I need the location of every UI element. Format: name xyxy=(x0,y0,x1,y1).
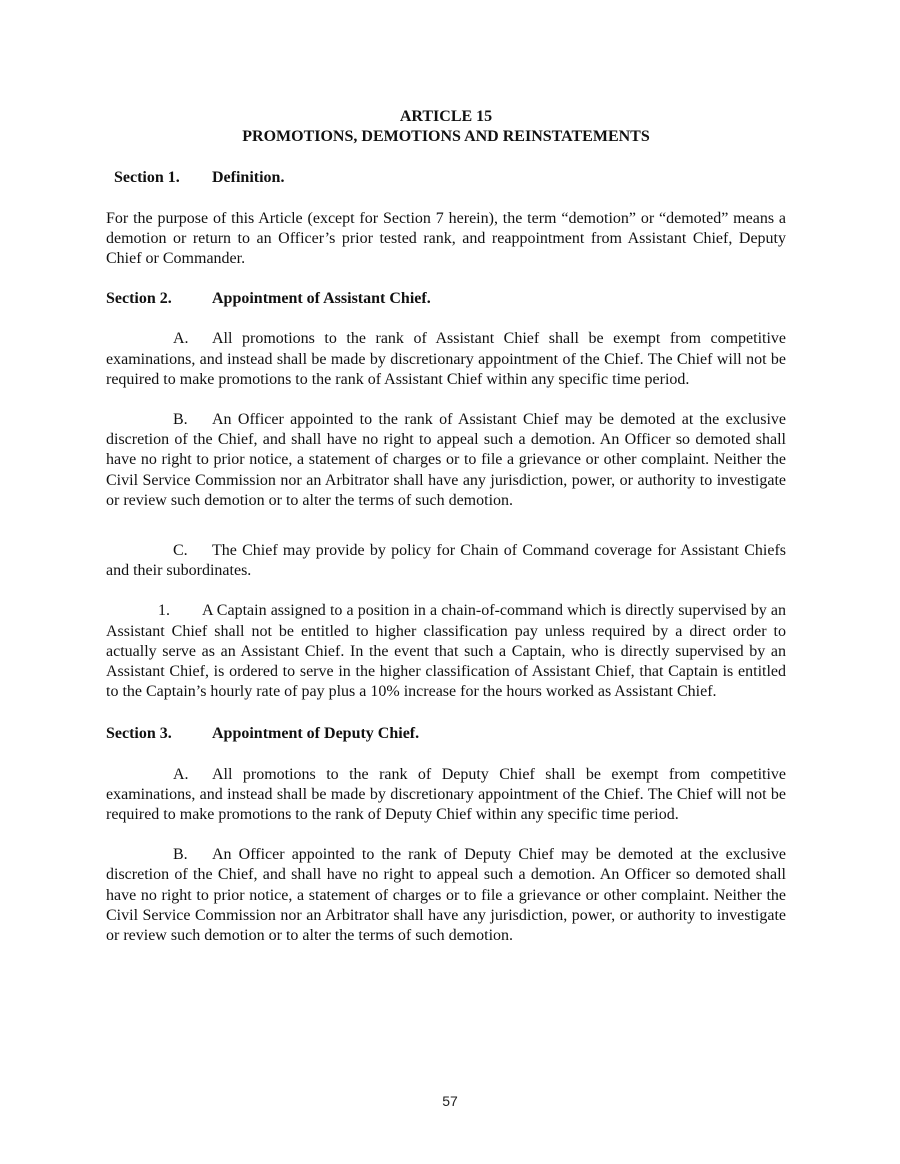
section-2-c-label: C. xyxy=(173,542,188,560)
section-1-heading xyxy=(106,168,786,188)
section-3-paragraph-b xyxy=(106,845,786,946)
section-2-paragraph-b xyxy=(106,410,786,511)
section-2-a-label: A. xyxy=(173,330,189,348)
section-2-c1-text: A Captain assigned to a position in a chain-of-command which is directly supervised by an Assistant Chief shall not be entitled to higher classification pay unless required by a direct order to actually serve as an Assistant Chief. In the event that such a Captain, who is directly supervised by an Assistant Chief, is ordered to serve in the higher classification of Assistant Chief, that Captain is entitled to the Captain’s hourly rate of pay plus a 10% increase for the hours worked as Assistant Chief. xyxy=(106,602,786,701)
section-3-a-label: A. xyxy=(173,765,189,783)
page-number: 57 xyxy=(442,1093,458,1109)
section-2-b-text: An Officer appointed to the rank of Assistant Chief may be demoted at the exclusive discretion of the Chief, and shall have no right to appeal such a demotion. An Officer so demoted shall have no right to prior notice, a statement of charges or to file a grievance or other complaint. Neither the Civil Service Commission nor an Arbitrator shall have any jurisdiction, power, or authority to investigate or review such demotion or to alter the terms of such demotion. xyxy=(106,411,786,509)
section-2-paragraph-c xyxy=(106,541,786,581)
section-2-title: Appointment of Assistant Chief. xyxy=(212,290,431,308)
section-2-paragraph-a xyxy=(106,329,786,390)
section-1-title: Definition. xyxy=(212,169,285,187)
article-subtitle: PROMOTIONS, DEMOTIONS AND REINSTATEMENTS xyxy=(242,128,650,146)
section-3-paragraph-a xyxy=(106,765,786,826)
section-2-c-text: The Chief may provide by policy for Chain of Command coverage for Assistant Chiefs and their subordinates. xyxy=(106,542,786,580)
section-3-b-label: B. xyxy=(173,846,188,864)
section-3-number: Section 3. xyxy=(106,725,172,743)
section-3-heading xyxy=(106,724,786,744)
section-3-b-text: An Officer appointed to the rank of Deputy Chief may be demoted at the exclusive discretion of the Chief, and shall have no right to appeal such a demotion. An Officer so demoted shall have no right to prior notice, a statement of charges or to file a grievance or other complaint. Neither the Civil Service Commission nor an Arbitrator shall have any jurisdiction, power, or authority to investigate or review such demotion or to alter the terms of such demotion. xyxy=(106,846,786,945)
section-2-c1-label: 1. xyxy=(158,602,170,620)
section-2-paragraph-c1 xyxy=(106,601,786,702)
section-2-heading xyxy=(106,289,786,309)
section-3-title: Appointment of Deputy Chief. xyxy=(212,725,420,743)
section-2-number: Section 2. xyxy=(106,290,172,308)
document-page xyxy=(106,107,786,946)
section-2-a-text: All promotions to the rank of Assistant Chief shall be exempt from competitive examinations, and instead shall be made by discretionary appointment of the Chief. The Chief will not be required to make promotions to the rank of Assistant Chief within any specific time period. xyxy=(106,330,786,388)
article-title: ARTICLE 15 xyxy=(399,108,493,125)
section-1-body: For the purpose of this Article (except for Section 7 herein), the term “demotion” or “demoted” means a demotion or return to an Officer’s prior tested rank, and reappointment from Assistant Chief, Deputy Chief or Commander. xyxy=(106,209,786,268)
section-3-a-text: All promotions to the rank of Deputy Chief shall be exempt from competitive examinations, and instead shall be made by discretionary appointment of the Chief. The Chief will not be required to make promotions to the rank of Deputy Chief within any specific time period. xyxy=(106,765,786,824)
section-2-b-label: B. xyxy=(173,411,188,429)
section-1-number: Section 1. xyxy=(114,169,180,187)
